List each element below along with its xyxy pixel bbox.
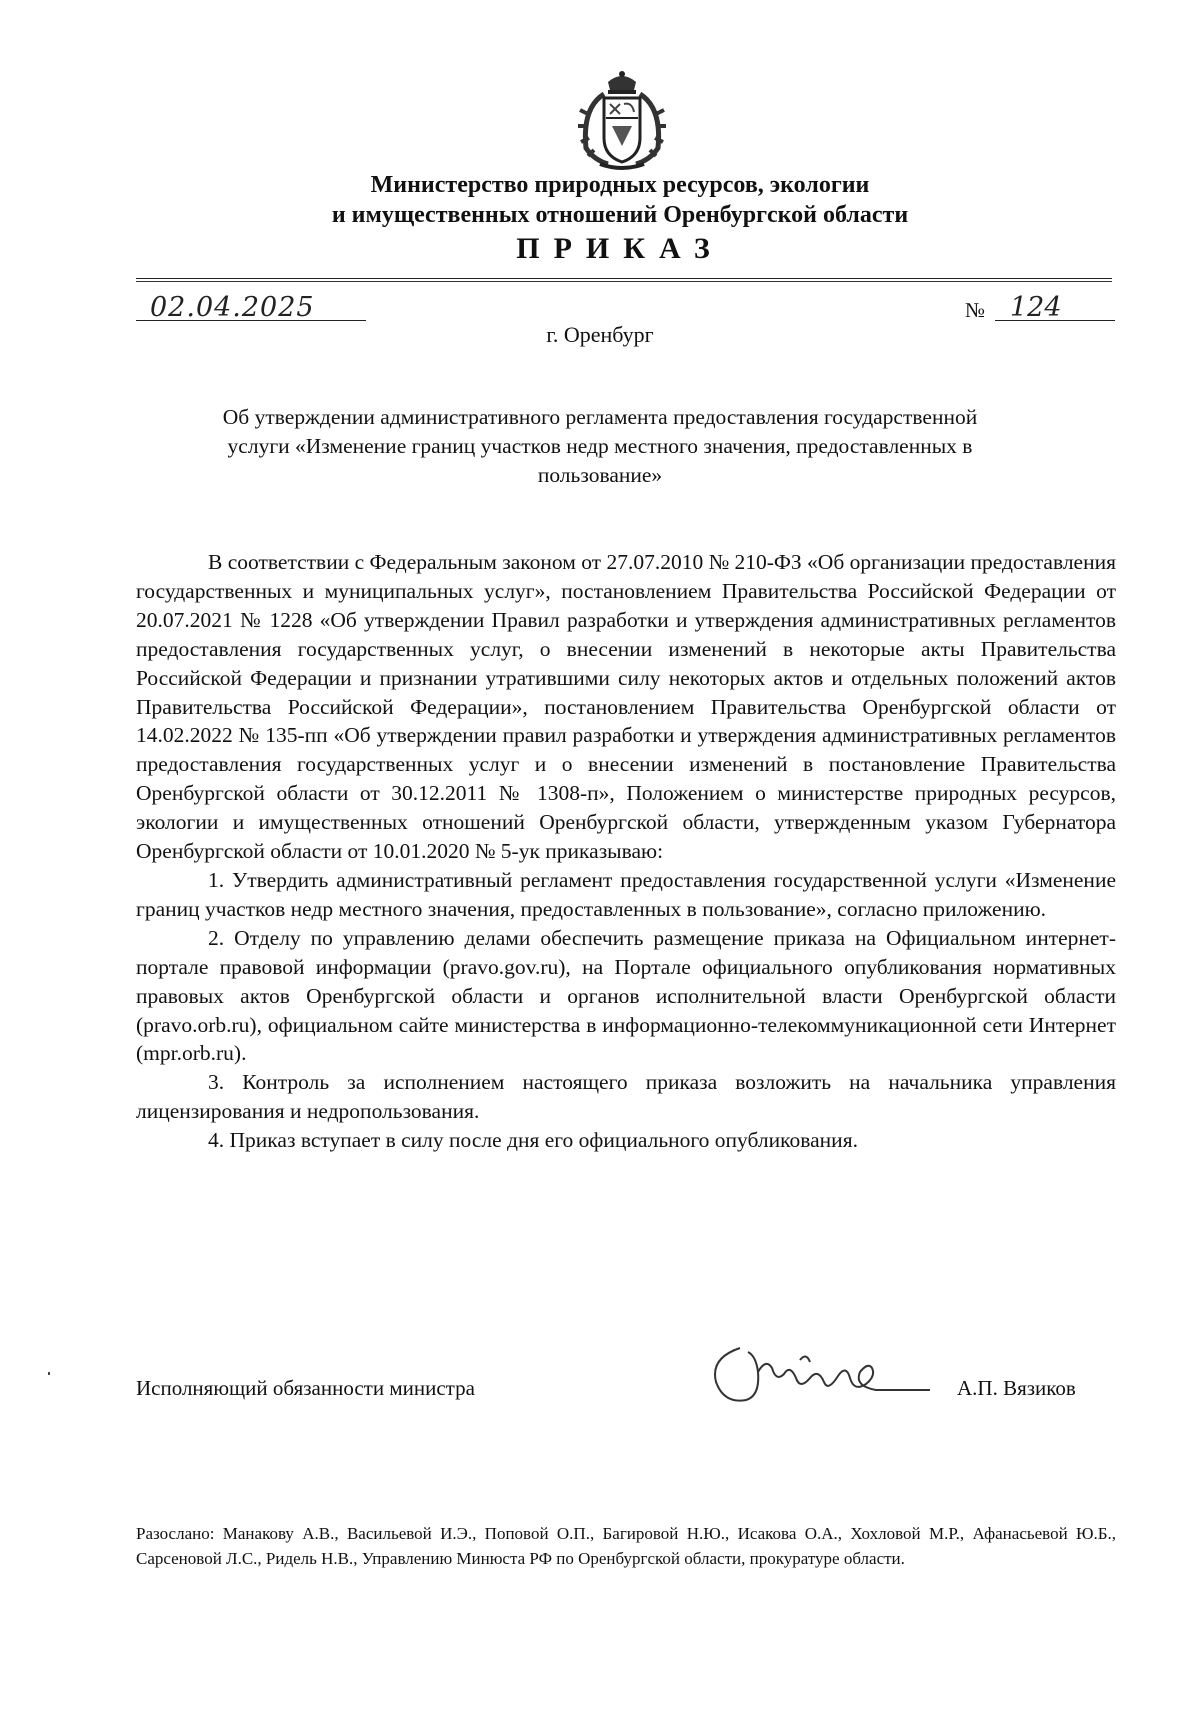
scan-mark <box>48 1372 50 1375</box>
header-rule <box>136 278 1112 279</box>
body-paragraph-preamble: В соответствии с Федеральным законом от 27.07.2010 № 210-ФЗ «Об организации предоставления государственных и муниципальных услуг», постановлением Правительства Российской Федерации от 20.07.2021 № 1228 «Об утверждении Правил разработки и утверждения административных регламентов предоставления государственных услуг, о внесении изменений в некоторые акты Правительства Российской Федерации и признании утратившими силу некоторых актов и отдельных положений актов Правительства Российской Федерации», постановлением Правительства Оренбургской области от 14.02.2022 № 135-пп «Об утверждении правил разработки и утверждения административных регламентов предоставления государственных услуг и о внесении изменений в постановление Правительства Оренбургской области от 30.12.2011 № 1308-п», Положением о министерстве природных ресурсов, экологии и имущественных отношений Оренбургской области, утвержденным указом Губернатора Оренбургской области от 10.01.2020 № 5-ук приказываю: <box>136 550 1116 864</box>
header-rule-thin <box>136 281 1112 282</box>
city: г. Оренбург <box>546 322 654 347</box>
signatory-name: А.П. Вязиков <box>957 1376 1076 1400</box>
document-subject: Об утверждении административного регламента предоставления государственной услуги «Изменение границ участков недр местного значения, предоставленных в пользование» <box>222 405 978 487</box>
number-underline <box>995 320 1115 321</box>
distribution-list: Разослано: Манакову А.В., Васильевой И.Э., Поповой О.П., Багировой Н.Ю., Исакова О.А., Хохловой М.Р., Афанасьевой Ю.Б., Сарсеновой Л.С., Ридель Н.В., Управлению Минюста РФ по Оренбургской области, прокуратуре области. <box>136 1524 1116 1568</box>
date-underline <box>136 320 366 321</box>
document-number: 124 <box>1010 292 1062 323</box>
coat-of-arms-emblem <box>574 68 670 172</box>
body-paragraph-1: 1. Утвердить административный регламент предоставления государственной услуги «Изменение границ участков недр местного значения, предоставленных в пользование», согласно приложению. <box>136 867 1116 921</box>
ministry-name-line-2: и имущественных отношений Оренбургской области <box>331 202 909 228</box>
body-paragraph-3: 3. Контроль за исполнением настоящего приказа возложить на начальника управления лицензирования и недропользования. <box>136 1070 1116 1124</box>
body-paragraph-2: 2. Отделу по управлению делами обеспечить размещение приказа на Официальном интернет-портале правовой информации (pravo.gov.ru), на Портале официального опубликования нормативных правовых актов Оренбургской области и органов исполнительной власти Оренбургской области (pravo.orb.ru), официальном сайте министерства в информационно-телекоммуникационной сети Интернет (mpr.orb.ru). <box>136 925 1116 1066</box>
document-type: ПРИКАЗ <box>516 232 724 265</box>
ministry-name-line-1: Министерство природных ресурсов, экологии <box>370 172 870 198</box>
body-paragraph-4: 4. Приказ вступает в силу после дня его официального опубликования. <box>208 1128 858 1153</box>
handwritten-signature <box>700 1338 960 1410</box>
document-body <box>136 548 1116 1155</box>
signatory-title: Исполняющий обязанности министра <box>136 1376 475 1400</box>
document-date: 02.04.2025 <box>150 292 315 323</box>
number-label: № <box>965 298 986 322</box>
